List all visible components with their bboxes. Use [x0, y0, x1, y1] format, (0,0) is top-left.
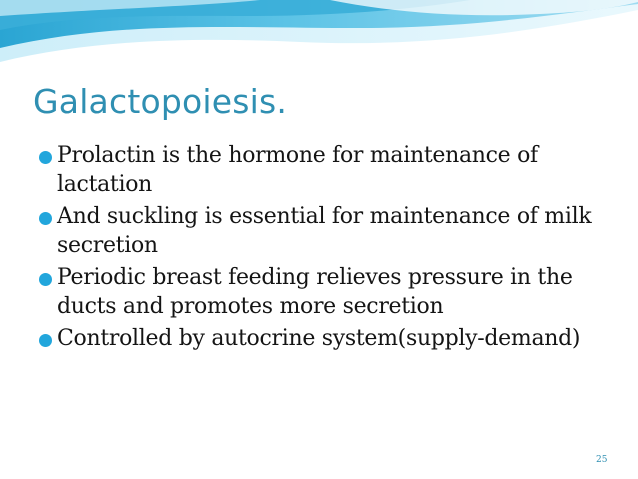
- header-wave-decoration: [0, 0, 638, 80]
- bullet-list: [34, 141, 614, 356]
- bullet-dot-icon: [39, 273, 52, 286]
- bullet-text: Controlled by autocrine system(supply-demand): [57, 326, 581, 351]
- bullet-item: [34, 324, 614, 353]
- bullet-item: [34, 202, 614, 260]
- slide-number: 25: [596, 455, 608, 465]
- bullet-dot-icon: [39, 212, 52, 225]
- bullet-item: [34, 263, 614, 321]
- bullet-dot-icon: [39, 334, 52, 347]
- bullet-text: Prolactin is the hormone for maintenance of lactation: [57, 143, 538, 197]
- bullet-item: [34, 141, 614, 199]
- bullet-text: And suckling is essential for maintenance of milk secretion: [57, 204, 592, 258]
- bullet-dot-icon: [39, 151, 52, 164]
- bullet-text: Periodic breast feeding relieves pressure in the ducts and promotes more secretion: [57, 265, 573, 319]
- slide-title: Galactopoiesis.: [33, 82, 288, 121]
